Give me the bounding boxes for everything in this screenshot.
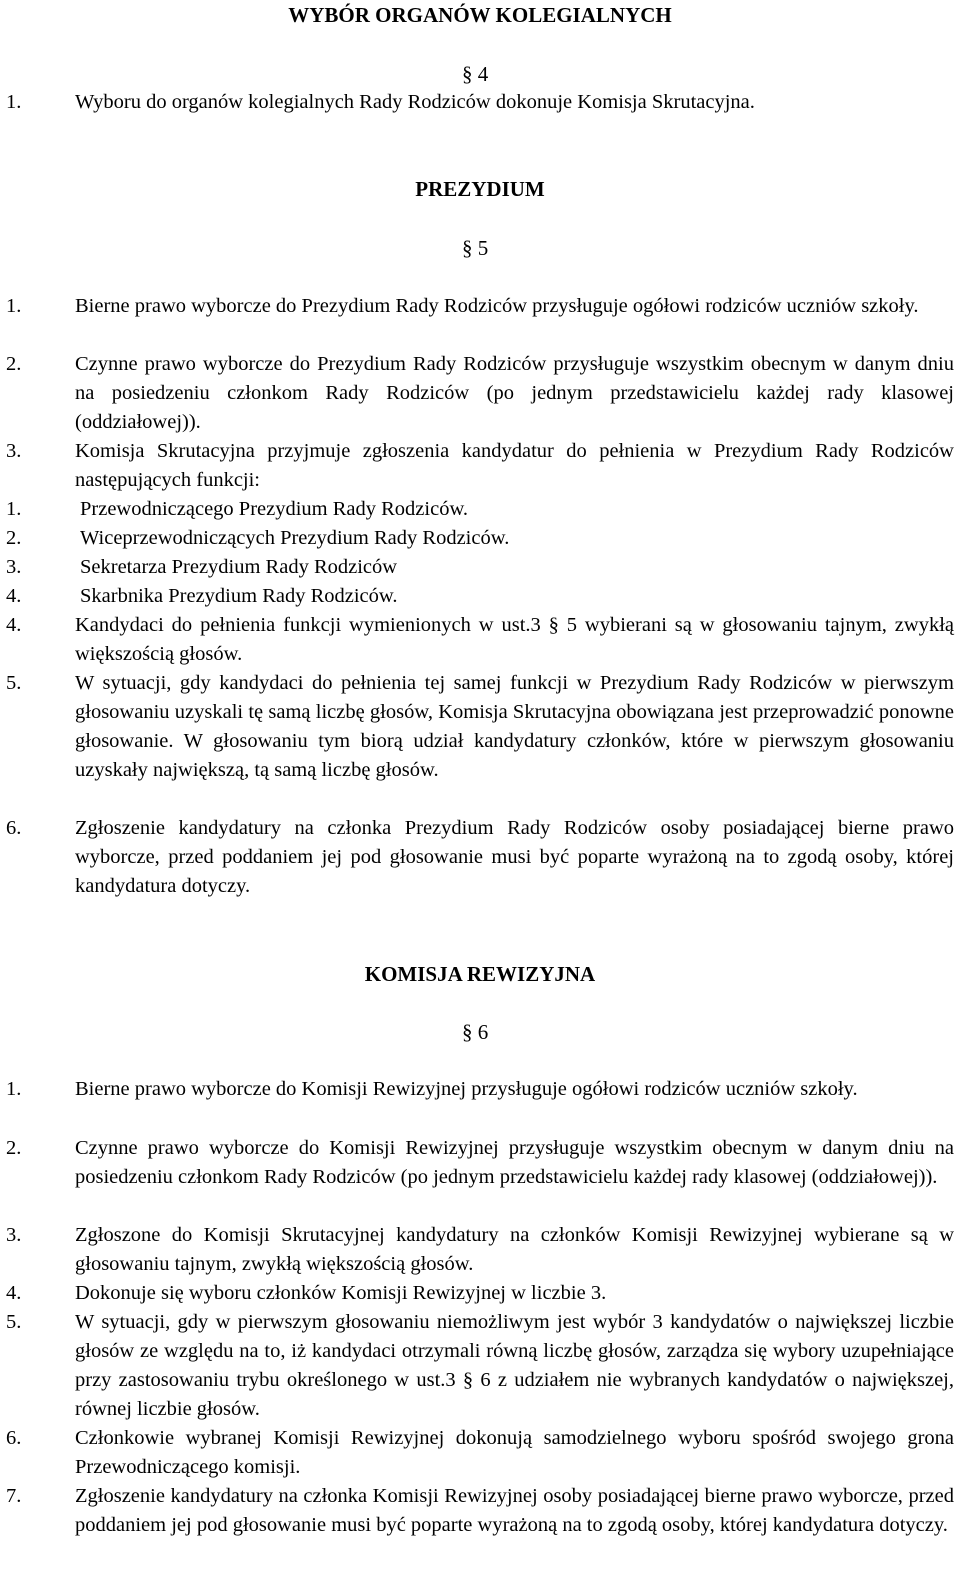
item-number: 1. [6,91,22,113]
function-list-item [6,553,806,582]
item-number: 5. [6,672,22,694]
item-text: Komisja Skrutacyjna przyjmuje zgłoszenia kandydatur do pełnienia w Prezydium Rady Rodziców następujących funkcji: [75,440,954,491]
list-item [6,1075,954,1104]
item-text: Wyboru do organów kolegialnych Rady Rodziców dokonuje Komisja Skrutacyjna. [75,91,755,113]
item-text: Dokonuje się wyboru członków Komisji Rewizyjnej w liczbie 3. [75,1282,607,1304]
item-text: W sytuacji, gdy kandydaci do pełnienia tej samej funkcji w Prezydium Rady Rodziców w pierwszym głosowaniu uzyskali tę samą liczbę głosów, Komisja Skrutacyjna obowiązana jest przeprowadzić ponowne głosowanie. W głosowaniu tym biorą udział kandydatury członków, które w pierwszym głosowaniu uzyskały największą, tą samą liczbę głosów. [75,672,954,781]
item-text: Członkowie wybranej Komisji Rewizyjnej dokonują samodzielnego wyboru spośród swojego grona Przewodniczącego komisji. [75,1427,954,1478]
section-sign-4: § 4 [462,62,489,86]
item-number: 3. [6,440,22,462]
list-item [6,350,954,437]
item-text: Bierne prawo wyborcze do Komisji Rewizyjnej przysługuje ogółowi rodziców uczniów szkoły. [75,1078,858,1100]
item-text: W sytuacji, gdy w pierwszym głosowaniu niemożliwym jest wybór 3 kandydatów o największej liczbie głosów ze względu na to, iż kandydaci otrzymali równą liczbę głosów, zarządza się wybory uzupełniające przy zastosowaniu trybu określonego w ust.3 § 6 z udziałem nie wybranych kandydatów o największej, równej liczbie głosów. [75,1311,954,1420]
item-number: 2. [6,527,22,549]
document-title: WYBÓR ORGANÓW KOLEGIALNYCH [288,3,672,27]
item-number: 7. [6,1485,22,1507]
item-number: 6. [6,1427,22,1449]
function-list-item [6,495,806,524]
section-heading-prezydium: PREZYDIUM [415,177,545,201]
list-item [6,814,954,901]
list-item [6,437,954,495]
list-item [6,669,954,785]
item-number: 4. [6,585,22,607]
item-number: 5. [6,1311,22,1333]
item-text: Przewodniczącego Prezydium Rady Rodziców. [80,498,469,520]
list-item [6,1308,954,1424]
section-heading-komisja: KOMISJA REWIZYJNA [364,962,596,986]
item-text: Bierne prawo wyborcze do Prezydium Rady Rodziców przysługuje ogółowi rodziców uczniów szkoły. [75,295,919,317]
item-number: 2. [6,353,22,375]
list-item [6,88,954,117]
item-text: Wiceprzewodniczących Prezydium Rady Rodziców. [80,527,510,549]
item-number: 1. [6,295,22,317]
item-number: 4. [6,614,22,636]
item-text: Czynne prawo wyborcze do Prezydium Rady Rodziców przysługuje wszystkim obecnym w danym dniu na posiedzeniu członkom Rady Rodziców (po jednym przedstawicielu każdej rady klasowej (oddziałowej)). [75,353,954,433]
item-text: Zgłoszenie kandydatury na członka Prezydium Rady Rodziców osoby posiadającej bierne prawo wyborcze, przed poddaniem jej pod głosowanie musi być poparte wyrażoną na to zgodą osoby, której kandydatura dotyczy. [75,817,954,897]
item-text: Zgłoszenie kandydatury na członka Komisji Rewizyjnej osoby posiadającej bierne prawo wyborcze, przed poddaniem jej pod głosowanie musi być poparte wyrażoną na to zgodą osoby, której kandydatura dotyczy. [75,1485,954,1536]
function-list-item [6,524,806,553]
list-item [6,1134,954,1192]
section-sign-5: § 5 [462,236,489,260]
section-sign-6: § 6 [462,1020,489,1044]
list-item [6,1424,954,1482]
item-text: Zgłoszone do Komisji Skrutacyjnej kandydatury na członków Komisji Rewizyjnej wybierane są w głosowaniu tajnym, zwykłą większością głosów. [75,1224,954,1275]
list-item [6,1221,954,1279]
item-number: 1. [6,1078,22,1100]
item-number: 3. [6,556,22,578]
item-text: Czynne prawo wyborcze do Komisji Rewizyjnej przysługuje wszystkim obecnym w danym dniu na posiedzeniu członkom Rady Rodziców (po jednym przedstawicielu każdej rady klasowej (oddziałowej)). [75,1137,954,1188]
item-number: 2. [6,1137,22,1159]
list-item [6,611,954,669]
list-item [6,1482,954,1540]
item-number: 6. [6,817,22,839]
item-number: 4. [6,1282,22,1304]
function-list-item [6,582,806,611]
item-text: Sekretarza Prezydium Rady Rodziców [80,556,398,578]
item-text: Skarbnika Prezydium Rady Rodziców. [80,585,398,607]
item-number: 1. [6,498,22,520]
item-number: 3. [6,1224,22,1246]
list-item [6,1279,954,1308]
list-item [6,292,954,321]
item-text: Kandydaci do pełnienia funkcji wymienionych w ust.3 § 5 wybierani są w głosowaniu tajnym, zwykłą większością głosów. [75,614,954,665]
